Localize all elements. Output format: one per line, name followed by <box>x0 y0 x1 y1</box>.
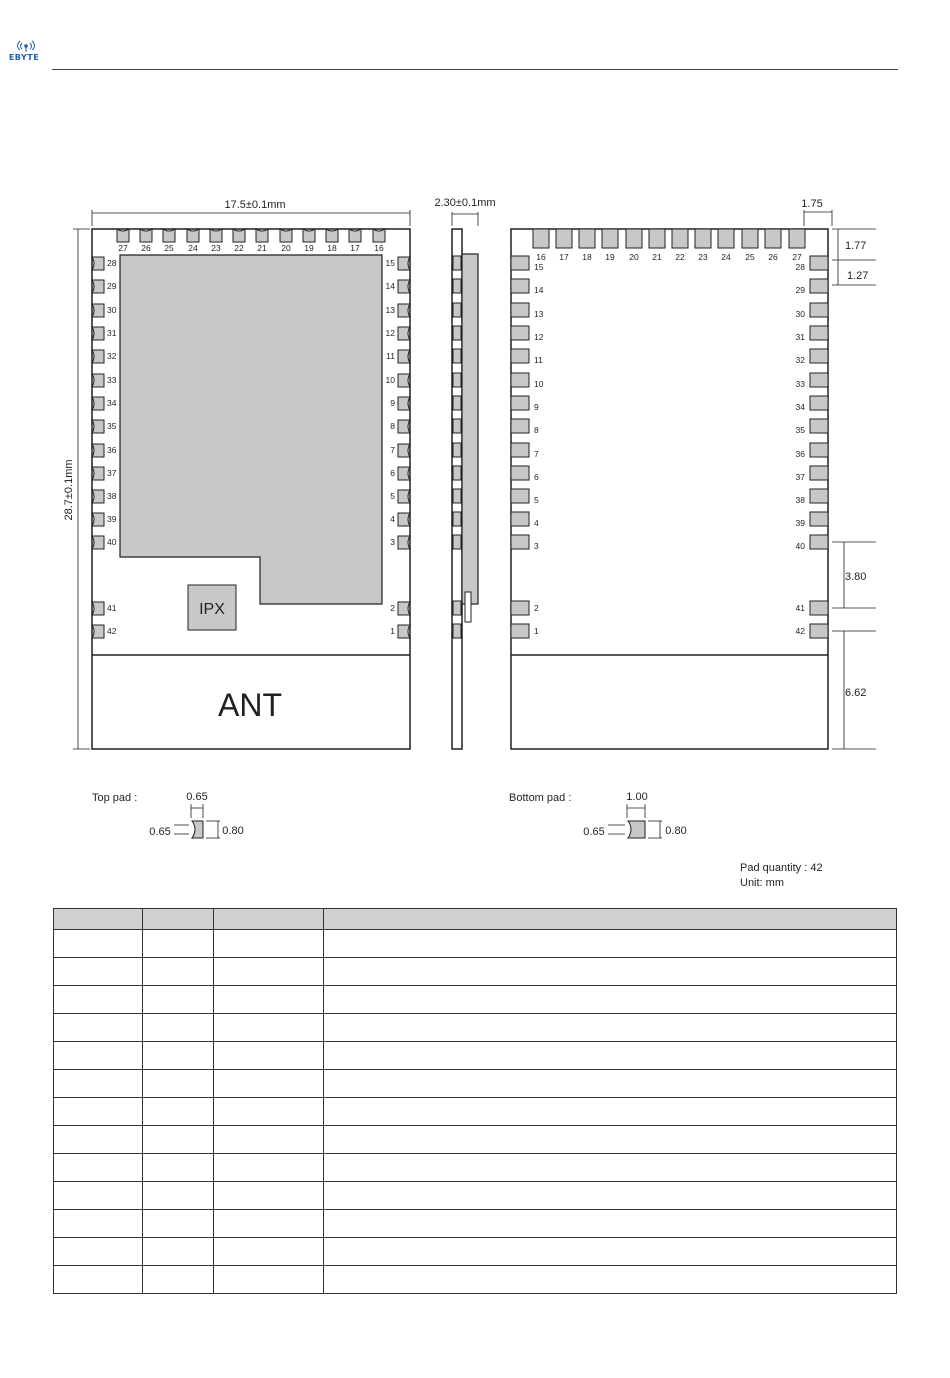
bottom-side-pad <box>810 443 828 457</box>
side-pad <box>92 625 104 638</box>
pin-number-label: 31 <box>795 332 805 342</box>
top-pad <box>280 229 292 242</box>
side-pad <box>92 513 104 526</box>
pin-number-label: 14 <box>385 281 395 291</box>
table-cell <box>324 1070 897 1098</box>
pin-number-label: 3 <box>390 537 395 547</box>
side-pad <box>398 625 410 638</box>
bottom-top-pad <box>556 229 572 248</box>
pin-number-label: 24 <box>721 252 731 262</box>
pin-number-label: 4 <box>390 514 395 524</box>
pin-number-label: 30 <box>107 305 117 315</box>
bottom-side-pad <box>810 489 828 503</box>
side-view-pad <box>453 489 461 503</box>
pin-number-label: 9 <box>534 402 539 412</box>
pin-number-label: 37 <box>107 468 117 478</box>
pin-number-label: 10 <box>534 379 544 389</box>
bottom-side-pad <box>810 396 828 410</box>
table-cell <box>143 1210 214 1238</box>
pin-number-label: 2 <box>534 603 539 613</box>
table-cell <box>214 1238 324 1266</box>
side-view-pad <box>453 256 461 270</box>
bottom-side-pad <box>511 466 529 480</box>
bottom-side-pad <box>511 279 529 293</box>
table-row <box>54 958 897 986</box>
top-pad-label: Top pad : <box>92 792 138 804</box>
top-pad-width: 0.65 <box>186 791 208 803</box>
bottom-side-pad <box>810 349 828 363</box>
top-pad <box>117 229 129 242</box>
table-cell <box>143 1042 214 1070</box>
pin-number-label: 38 <box>107 491 117 501</box>
table-cell <box>143 958 214 986</box>
pin-number-label: 30 <box>795 309 805 319</box>
table-cell <box>324 958 897 986</box>
table-cell <box>324 1014 897 1042</box>
pin-number-label: 5 <box>534 495 539 505</box>
side-view-pad <box>453 373 461 387</box>
pin-number-label: 3 <box>534 541 539 551</box>
pin-number-label: 40 <box>795 541 805 551</box>
bottom-gap-dim: 3.80 <box>845 571 867 583</box>
table-row <box>54 1210 897 1238</box>
pin-number-label: 32 <box>795 355 805 365</box>
pin-number-label: 38 <box>795 495 805 505</box>
top-view-width-dim: 17.5±0.1mm <box>224 199 286 211</box>
table-cell <box>54 1042 143 1070</box>
bottom-top-pad <box>695 229 711 248</box>
table-cell <box>214 1042 324 1070</box>
bottom-top-pad <box>602 229 618 248</box>
side-pad <box>92 374 104 387</box>
pin-number-label: 17 <box>350 243 360 253</box>
bottom-top-pad <box>649 229 665 248</box>
side-pad <box>398 374 410 387</box>
table-cell <box>324 1126 897 1154</box>
pin-number-label: 16 <box>536 252 546 262</box>
table-cell <box>143 1014 214 1042</box>
pin-number-label: 23 <box>698 252 708 262</box>
pin-number-label: 7 <box>390 445 395 455</box>
side-view-pad <box>453 535 461 549</box>
bottom-pitch-dim: 1.27 <box>847 270 869 282</box>
table-cell <box>54 1098 143 1126</box>
side-pad <box>398 397 410 410</box>
pin-number-label: 35 <box>795 425 805 435</box>
table-row <box>54 1098 897 1126</box>
brand-name: EBYTE <box>8 53 40 62</box>
side-pad <box>92 536 104 549</box>
side-view-pad <box>453 396 461 410</box>
table-row <box>54 1126 897 1154</box>
table-row <box>54 1182 897 1210</box>
side-view-thickness-dim: 2.30±0.1mm <box>434 197 496 209</box>
side-pad <box>92 467 104 480</box>
table-cell <box>143 1238 214 1266</box>
side-view-pad <box>453 624 461 638</box>
top-pad-diagram <box>174 804 220 838</box>
bottom-side-pad <box>810 419 828 433</box>
shield-can <box>120 255 382 604</box>
pin-number-label: 15 <box>534 262 544 272</box>
table-row <box>54 986 897 1014</box>
pin-number-label: 6 <box>390 468 395 478</box>
table-cell <box>324 1182 897 1210</box>
table-cell <box>143 1126 214 1154</box>
table-cell <box>54 1238 143 1266</box>
bottom-side-pad <box>511 349 529 363</box>
pin-number-label: 14 <box>534 285 544 295</box>
pin-number-label: 9 <box>390 398 395 408</box>
top-pad <box>187 229 199 242</box>
pin-number-label: 6 <box>534 472 539 482</box>
pin-number-label: 28 <box>107 258 117 268</box>
bottom-pad-left: 0.65 <box>583 826 605 838</box>
table-cell <box>54 958 143 986</box>
pin-number-label: 33 <box>107 375 117 385</box>
bottom-edge-offset-dim: 1.77 <box>845 240 867 252</box>
top-pad <box>349 229 361 242</box>
table-cell <box>214 986 324 1014</box>
table-cell <box>143 1154 214 1182</box>
table-row <box>54 930 897 958</box>
table-cell <box>214 1266 324 1294</box>
pin-number-label: 10 <box>385 375 395 385</box>
bottom-top-pad <box>626 229 642 248</box>
table-cell <box>143 1182 214 1210</box>
pin-number-label: 36 <box>795 449 805 459</box>
pin-number-label: 35 <box>107 421 117 431</box>
top-pad <box>373 229 385 242</box>
bottom-top-pad <box>742 229 758 248</box>
table-cell <box>214 958 324 986</box>
side-pad <box>398 490 410 503</box>
top-pad-left: 0.65 <box>149 826 171 838</box>
pin-number-label: 29 <box>795 285 805 295</box>
bottom-side-pad <box>810 535 828 549</box>
pin-number-label: 41 <box>795 603 805 613</box>
table-cell <box>324 1210 897 1238</box>
pin-number-label: 12 <box>385 328 395 338</box>
pin-number-label: 18 <box>327 243 337 253</box>
top-pad <box>326 229 338 242</box>
pin-number-label: 20 <box>629 252 639 262</box>
pin-number-label: 21 <box>257 243 267 253</box>
top-pad <box>303 229 315 242</box>
pin-number-label: 15 <box>385 258 395 268</box>
table-cell <box>214 1182 324 1210</box>
side-view-pad <box>453 326 461 340</box>
pin-number-label: 18 <box>582 252 592 262</box>
table-cell <box>143 986 214 1014</box>
pin-number-label: 42 <box>795 626 805 636</box>
pin-number-label: 27 <box>792 252 802 262</box>
pin-number-label: 2 <box>390 603 395 613</box>
pin-number-label: 41 <box>107 603 117 613</box>
table-row <box>54 1238 897 1266</box>
side-pad <box>92 280 104 293</box>
bottom-side-pad <box>511 396 529 410</box>
pin-number-label: 8 <box>534 425 539 435</box>
table-cell <box>324 1042 897 1070</box>
bottom-side-pad <box>511 256 529 270</box>
side-pad <box>398 257 410 270</box>
side-pad <box>92 257 104 270</box>
table-cell <box>324 986 897 1014</box>
table-header-cell <box>214 909 324 930</box>
side-pad <box>398 327 410 340</box>
table-row <box>54 1070 897 1098</box>
side-pad <box>398 536 410 549</box>
bottom-side-pad <box>810 373 828 387</box>
pin-number-label: 34 <box>795 402 805 412</box>
side-view-shield <box>462 254 478 604</box>
table-cell <box>214 1154 324 1182</box>
side-view-pad <box>453 512 461 526</box>
pin-number-label: 25 <box>745 252 755 262</box>
pin-number-label: 39 <box>795 518 805 528</box>
side-pad <box>398 304 410 317</box>
bottom-top-pad <box>533 229 549 248</box>
bottom-pad-height: 0.80 <box>665 825 687 837</box>
side-view-pad <box>453 419 461 433</box>
pin-number-label: 11 <box>386 351 395 361</box>
bottom-side-pad <box>511 443 529 457</box>
bottom-side-pad <box>810 624 828 638</box>
bottom-side-pad <box>511 326 529 340</box>
bottom-side-pad <box>511 535 529 549</box>
pin-number-label: 37 <box>795 472 805 482</box>
top-pad-height: 0.80 <box>222 825 244 837</box>
table-cell <box>54 1266 143 1294</box>
table-cell <box>324 1154 897 1182</box>
pin-number-label: 13 <box>534 309 544 319</box>
pin-number-label: 40 <box>107 537 117 547</box>
side-view-pad <box>453 443 461 457</box>
table-cell <box>54 1154 143 1182</box>
bottom-top-pad <box>579 229 595 248</box>
bottom-side-pad <box>511 601 529 615</box>
unit-note: Unit: mm <box>740 877 784 889</box>
pin-number-label: 4 <box>534 518 539 528</box>
bottom-pad-width: 1.00 <box>626 791 648 803</box>
pin-number-label: 31 <box>107 328 117 338</box>
table-header-cell <box>143 909 214 930</box>
pin-number-label: 8 <box>390 421 395 431</box>
bottom-top-pad <box>765 229 781 248</box>
side-view-pad <box>453 279 461 293</box>
side-view-pad <box>453 349 461 363</box>
pin-number-label: 26 <box>768 252 778 262</box>
bottom-side-pad <box>810 256 828 270</box>
table-cell <box>54 1126 143 1154</box>
bottom-side-pad <box>810 326 828 340</box>
bottom-pitch-top-dim: 1.75 <box>801 198 823 210</box>
pin-number-label: 12 <box>534 332 544 342</box>
bottom-side-pad <box>810 279 828 293</box>
table-row <box>54 1042 897 1070</box>
side-pad <box>92 327 104 340</box>
side-pad <box>92 304 104 317</box>
top-pad <box>163 229 175 242</box>
top-pad <box>233 229 245 242</box>
side-pad <box>398 420 410 433</box>
side-pad <box>92 490 104 503</box>
pin-number-label: 32 <box>107 351 117 361</box>
bottom-side-pad <box>810 512 828 526</box>
antenna-label: ANT <box>218 687 282 723</box>
top-pad <box>256 229 268 242</box>
pin-number-label: 28 <box>795 262 805 272</box>
table-cell <box>214 930 324 958</box>
pin-number-label: 19 <box>605 252 615 262</box>
bottom-view-outline <box>511 229 828 749</box>
table-cell <box>214 1126 324 1154</box>
table-header-cell <box>54 909 143 930</box>
bottom-side-pad <box>511 624 529 638</box>
side-pad <box>398 444 410 457</box>
pin-number-label: 24 <box>188 243 198 253</box>
table-row <box>54 1154 897 1182</box>
pin-number-label: 19 <box>304 243 314 253</box>
pin-number-label: 27 <box>118 243 128 253</box>
table-cell <box>214 1210 324 1238</box>
ipx-label: IPX <box>199 601 225 618</box>
pin-number-label: 39 <box>107 514 117 524</box>
bottom-side-pad <box>810 466 828 480</box>
bottom-top-pad <box>672 229 688 248</box>
side-pad <box>92 420 104 433</box>
pin-number-label: 20 <box>281 243 291 253</box>
table-cell <box>143 1098 214 1126</box>
bottom-pad-diagram <box>608 804 662 838</box>
pin-number-label: 36 <box>107 445 117 455</box>
side-pad <box>92 350 104 363</box>
table-header-cell <box>324 909 897 930</box>
pin-number-label: 13 <box>385 305 395 315</box>
top-pad <box>210 229 222 242</box>
side-view-ipx <box>465 592 471 622</box>
table-cell <box>54 1210 143 1238</box>
side-pad <box>398 350 410 363</box>
bottom-side-pad <box>511 512 529 526</box>
pin-number-label: 29 <box>107 281 117 291</box>
top-view-height-dim: 28.7±0.1mm <box>63 459 75 521</box>
table-cell <box>54 930 143 958</box>
pin-number-label: 42 <box>107 626 117 636</box>
side-pad <box>92 602 104 615</box>
table-cell <box>143 930 214 958</box>
pin-number-label: 22 <box>234 243 244 253</box>
table-cell <box>54 1014 143 1042</box>
table-cell <box>214 1070 324 1098</box>
pin-number-label: 21 <box>652 252 662 262</box>
pin-number-label: 34 <box>107 398 117 408</box>
table-row <box>54 1266 897 1294</box>
bottom-top-pad <box>718 229 734 248</box>
bottom-antenna-length-dim: 6.62 <box>845 687 867 699</box>
pin-number-label: 22 <box>675 252 685 262</box>
side-view-pad <box>453 303 461 317</box>
table-cell <box>214 1098 324 1126</box>
side-view-pad <box>453 601 461 615</box>
table-cell <box>324 1266 897 1294</box>
side-pad <box>92 444 104 457</box>
pin-number-label: 26 <box>141 243 151 253</box>
pin-definition-table <box>53 908 897 1294</box>
bottom-top-pad <box>789 229 805 248</box>
table-cell <box>54 986 143 1014</box>
bottom-side-pad <box>810 601 828 615</box>
pin-number-label: 33 <box>795 379 805 389</box>
table-header-row <box>54 909 897 930</box>
table-cell <box>143 1266 214 1294</box>
side-pad <box>398 467 410 480</box>
bottom-pad-label: Bottom pad : <box>509 792 572 804</box>
table-row <box>54 1014 897 1042</box>
bottom-side-pad <box>511 419 529 433</box>
table-cell <box>54 1070 143 1098</box>
table-cell <box>324 930 897 958</box>
table-cell <box>54 1182 143 1210</box>
table-cell <box>143 1070 214 1098</box>
pin-number-label: 17 <box>559 252 569 262</box>
pin-number-label: 11 <box>534 355 543 365</box>
table-cell <box>214 1014 324 1042</box>
side-view-pad <box>453 466 461 480</box>
pin-number-label: 7 <box>534 449 539 459</box>
top-pad <box>140 229 152 242</box>
pin-number-label: 16 <box>374 243 384 253</box>
bottom-side-pad <box>511 303 529 317</box>
side-pad <box>92 397 104 410</box>
bottom-side-pad <box>511 373 529 387</box>
pin-number-label: 5 <box>390 491 395 501</box>
table-cell <box>324 1098 897 1126</box>
side-pad <box>398 602 410 615</box>
table-cell <box>324 1238 897 1266</box>
pin-number-label: 25 <box>164 243 174 253</box>
pin-number-label: 23 <box>211 243 221 253</box>
side-pad <box>398 280 410 293</box>
pad-quantity-note: Pad quantity : 42 <box>740 862 823 874</box>
bottom-side-pad <box>511 489 529 503</box>
side-pad <box>398 513 410 526</box>
pin-number-label: 1 <box>390 626 395 636</box>
bottom-side-pad <box>810 303 828 317</box>
pin-number-label: 1 <box>534 626 539 636</box>
